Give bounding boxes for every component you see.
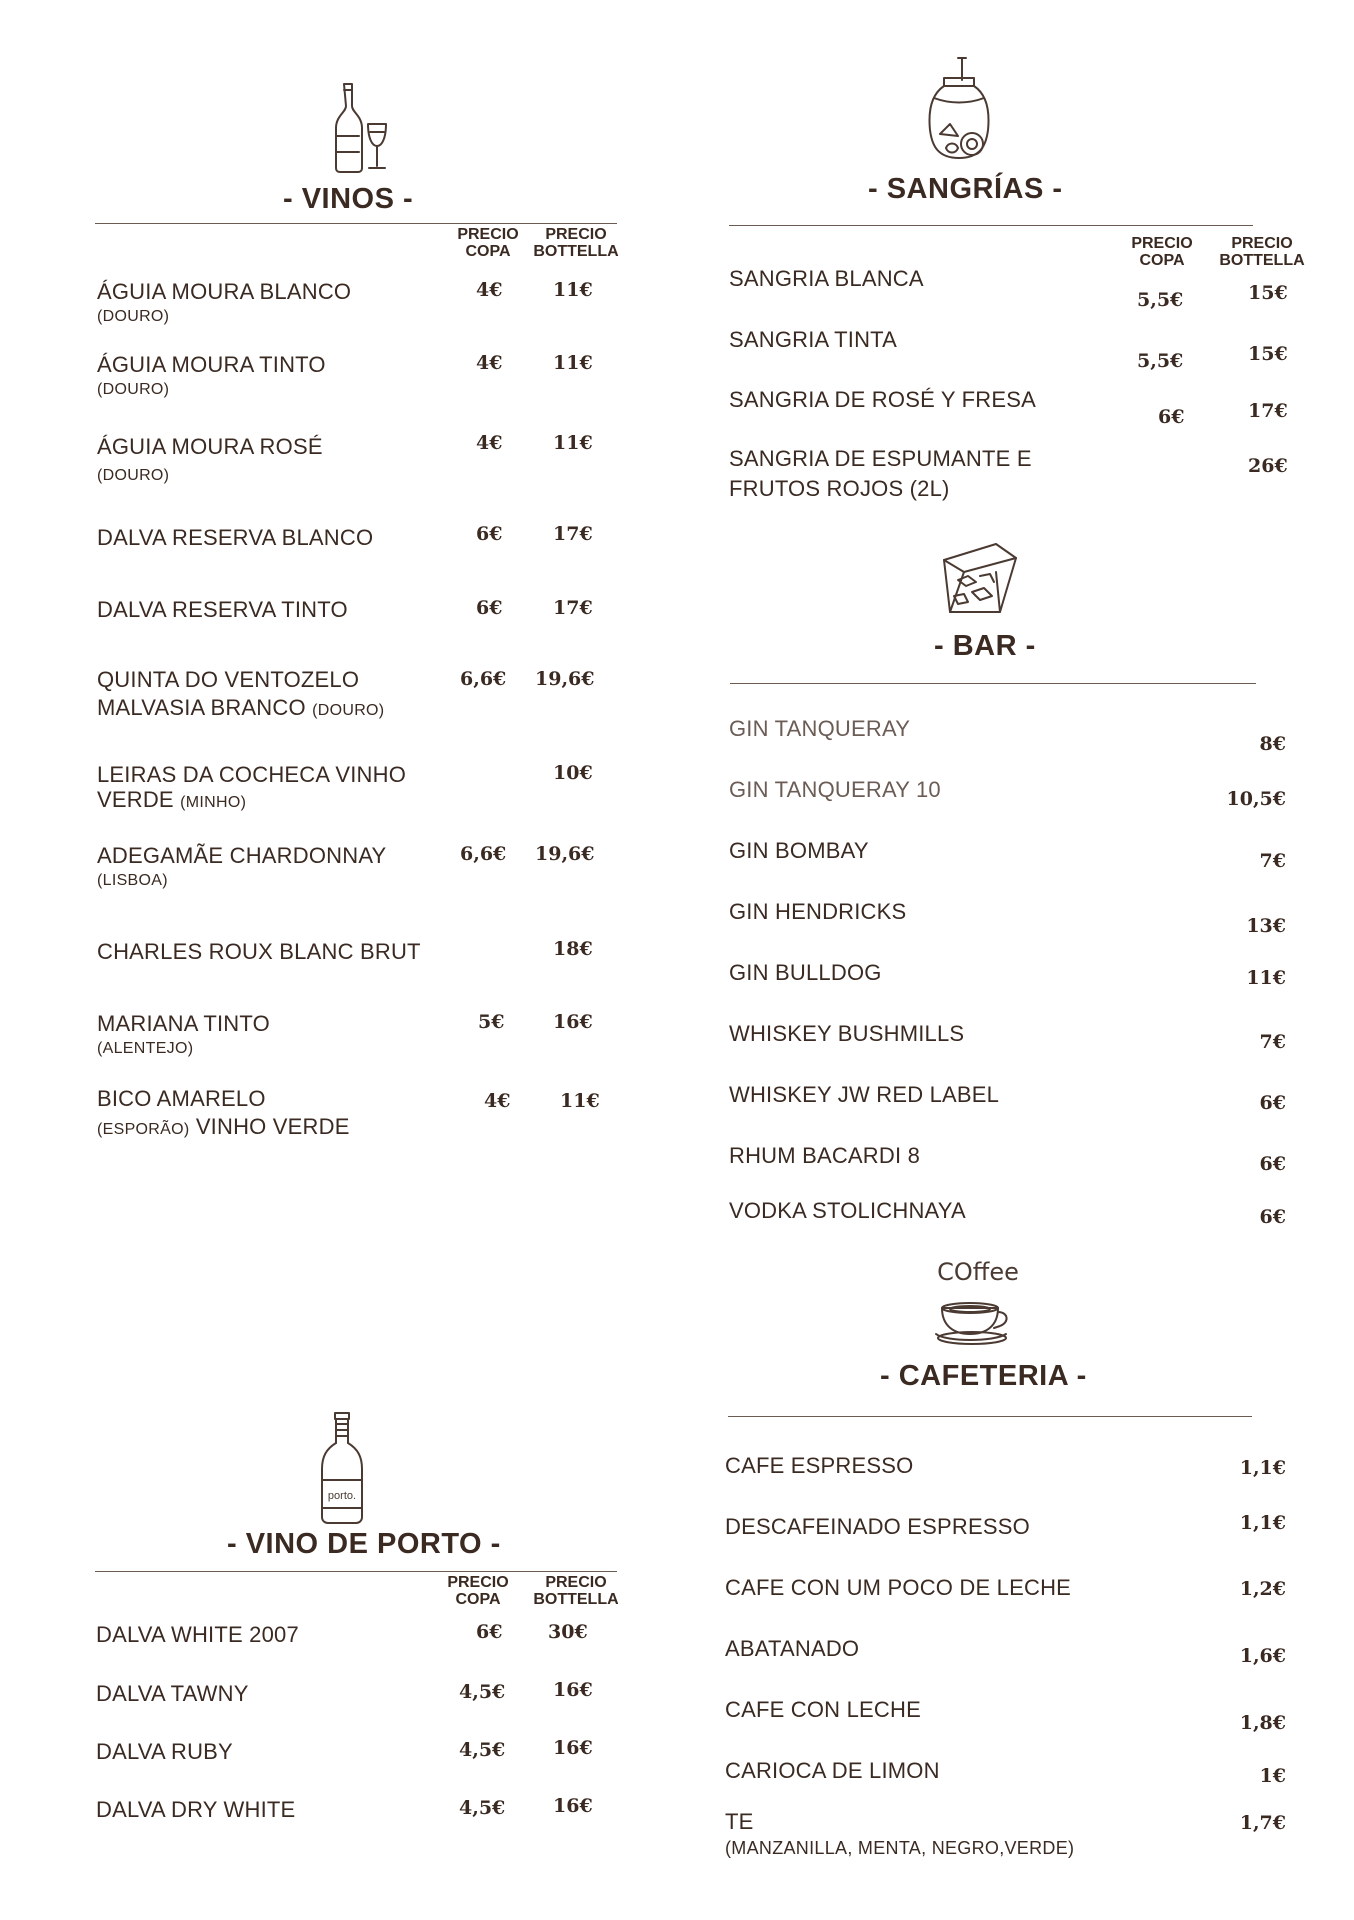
price-copa: 4€ — [484, 1090, 511, 1112]
porto-bottle-icon — [318, 1410, 366, 1526]
price-botella: 19,6€ — [535, 668, 595, 690]
price: 1,2€ — [1239, 1578, 1286, 1600]
price-botella: 18€ — [553, 938, 593, 960]
price-copa: 6€ — [476, 1621, 503, 1643]
price: 7€ — [1259, 850, 1286, 872]
price-botella: 11€ — [553, 279, 593, 301]
price-botella: 17€ — [553, 597, 593, 619]
price-copa: 4€ — [476, 432, 503, 454]
price-botella: 10€ — [553, 762, 593, 784]
price-copa: 5€ — [478, 1011, 505, 1033]
list-item: GIN HENDRICKS — [729, 899, 907, 924]
svg-text:COffee: COffee — [937, 1258, 1019, 1286]
sangrias-col-copa: PRECIO COPA — [1131, 235, 1193, 269]
price-copa: 4,5€ — [459, 1681, 506, 1703]
list-item: ABATANADO — [725, 1636, 860, 1661]
price-copa: 4,5€ — [459, 1797, 506, 1819]
bar-title: - BAR - — [934, 630, 1036, 662]
list-item: QUINTA DO VENTOZELO MALVASIA BRANCO (DOURO) — [97, 667, 385, 720]
list-item: DALVA WHITE 2007 — [96, 1622, 299, 1647]
price-botella: 26€ — [1248, 455, 1288, 477]
price: 1,1€ — [1239, 1512, 1286, 1534]
price-copa: 6,6€ — [460, 668, 507, 690]
price-copa: 4€ — [476, 352, 503, 374]
list-item: CAFE ESPRESSO — [725, 1453, 914, 1478]
list-item: SANGRIA DE ROSÉ Y FRESA — [729, 387, 1036, 412]
cafeteria-divider — [728, 1416, 1252, 1417]
list-item: LEIRAS DA COCHECA VINHO VERDE (MINHO) — [97, 762, 407, 812]
list-item: MARIANA TINTO (ALENTEJO) — [97, 1011, 270, 1057]
price-copa: 6€ — [476, 523, 503, 545]
price-copa: 5,5€ — [1137, 350, 1184, 372]
price-botella: 16€ — [553, 1737, 593, 1759]
porto-title: - VINO DE PORTO - — [227, 1528, 501, 1560]
list-item: GIN TANQUERAY 10 — [729, 777, 941, 802]
price-botella: 15€ — [1248, 282, 1288, 304]
price: 1€ — [1259, 1765, 1286, 1787]
wine-bottle-glass-icon — [328, 80, 392, 176]
price: 6€ — [1259, 1206, 1286, 1228]
price-botella: 16€ — [553, 1011, 593, 1033]
list-item: DALVA DRY WHITE — [96, 1797, 296, 1822]
vinos-title: - VINOS - — [283, 183, 414, 215]
coffee-cup-icon — [932, 1254, 1022, 1350]
porto-divider — [95, 1571, 617, 1572]
price-copa: 5,5€ — [1137, 289, 1184, 311]
price-botella: 11€ — [560, 1090, 600, 1112]
cocktail-glass-ice-icon — [940, 540, 1020, 616]
svg-text:porto.: porto. — [327, 1490, 357, 1502]
list-item: CHARLES ROUX BLANC BRUT — [97, 939, 421, 964]
list-item: SANGRIA TINTA — [729, 327, 898, 352]
price-copa: 6,6€ — [460, 843, 507, 865]
list-item: DALVA RESERVA BLANCO — [97, 525, 374, 550]
price-copa: 4,5€ — [459, 1739, 506, 1761]
list-item: GIN TANQUERAY — [729, 716, 911, 741]
list-item: ÁGUIA MOURA BLANCO (DOURO) — [97, 279, 352, 325]
price: 11€ — [1246, 967, 1286, 989]
porto-col-copa: PRECIO COPA — [447, 1574, 509, 1608]
sangrias-col-botella: PRECIO BOTTELLA — [1219, 235, 1305, 269]
list-item: GIN BULLDOG — [729, 960, 882, 985]
list-item: GIN BOMBAY — [729, 838, 869, 863]
list-item: TE (MANZANILLA, MENTA, NEGRO,VERDE) — [725, 1809, 1075, 1858]
list-item: DALVA TAWNY — [96, 1681, 249, 1706]
list-item: CAFE CON LECHE — [725, 1697, 921, 1722]
price: 1,6€ — [1239, 1645, 1286, 1667]
price-copa: 6€ — [1158, 406, 1185, 428]
price-botella: 30€ — [548, 1621, 588, 1643]
price: 1,1€ — [1239, 1457, 1286, 1479]
porto-col-botella: PRECIO BOTTELLA — [533, 1574, 619, 1608]
list-item: VODKA STOLICHNAYA — [729, 1198, 966, 1223]
list-item: RHUM BACARDI 8 — [729, 1143, 921, 1168]
list-item: ÁGUIA MOURA TINTO (DOURO) — [97, 352, 326, 398]
vinos-col-botella: PRECIO BOTTELLA — [533, 226, 619, 260]
price-botella: 16€ — [553, 1795, 593, 1817]
price: 10,5€ — [1226, 788, 1286, 810]
list-item: DALVA RESERVA TINTO — [97, 597, 348, 622]
list-item: ÁGUIA MOURA ROSÉ (DOURO) — [97, 434, 323, 484]
vinos-col-copa: PRECIO COPA — [457, 226, 519, 260]
bar-divider — [730, 683, 1256, 684]
vinos-divider — [95, 223, 617, 224]
list-item: DALVA RUBY — [96, 1739, 233, 1764]
list-item: SANGRIA DE ESPUMANTE E FRUTOS ROJOS (2L) — [729, 446, 1032, 501]
list-item: CARIOCA DE LIMON — [725, 1758, 940, 1783]
price: 6€ — [1259, 1092, 1286, 1114]
price-botella: 11€ — [553, 352, 593, 374]
list-item: BICO AMARELO (ESPORÃO) VINHO VERDE — [97, 1086, 350, 1139]
list-item: DESCAFEINADO ESPRESSO — [725, 1514, 1030, 1539]
list-item: CAFE CON UM POCO DE LECHE — [725, 1575, 1072, 1600]
price-botella: 17€ — [1248, 400, 1288, 422]
list-item: WHISKEY BUSHMILLS — [729, 1021, 965, 1046]
sangria-jar-icon — [926, 56, 992, 166]
price: 8€ — [1259, 733, 1286, 755]
price-botella: 19,6€ — [535, 843, 595, 865]
price: 13€ — [1246, 915, 1286, 937]
price: 1,7€ — [1239, 1812, 1286, 1834]
price-copa: 4€ — [476, 279, 503, 301]
price-botella: 17€ — [553, 523, 593, 545]
price: 1,8€ — [1239, 1712, 1286, 1734]
sangrias-divider — [729, 225, 1253, 226]
price-botella: 15€ — [1248, 343, 1288, 365]
list-item: ADEGAMÃE CHARDONNAY (LISBOA) — [97, 843, 387, 889]
price: 7€ — [1259, 1031, 1286, 1053]
list-item: WHISKEY JW RED LABEL — [729, 1082, 1000, 1107]
price-copa: 6€ — [476, 597, 503, 619]
list-item: SANGRIA BLANCA — [729, 266, 924, 291]
cafeteria-title: - CAFETERIA - — [880, 1360, 1087, 1392]
price-botella: 16€ — [553, 1679, 593, 1701]
price: 6€ — [1259, 1153, 1286, 1175]
sangrias-title: - SANGRÍAS - — [868, 173, 1063, 205]
price-botella: 11€ — [553, 432, 593, 454]
